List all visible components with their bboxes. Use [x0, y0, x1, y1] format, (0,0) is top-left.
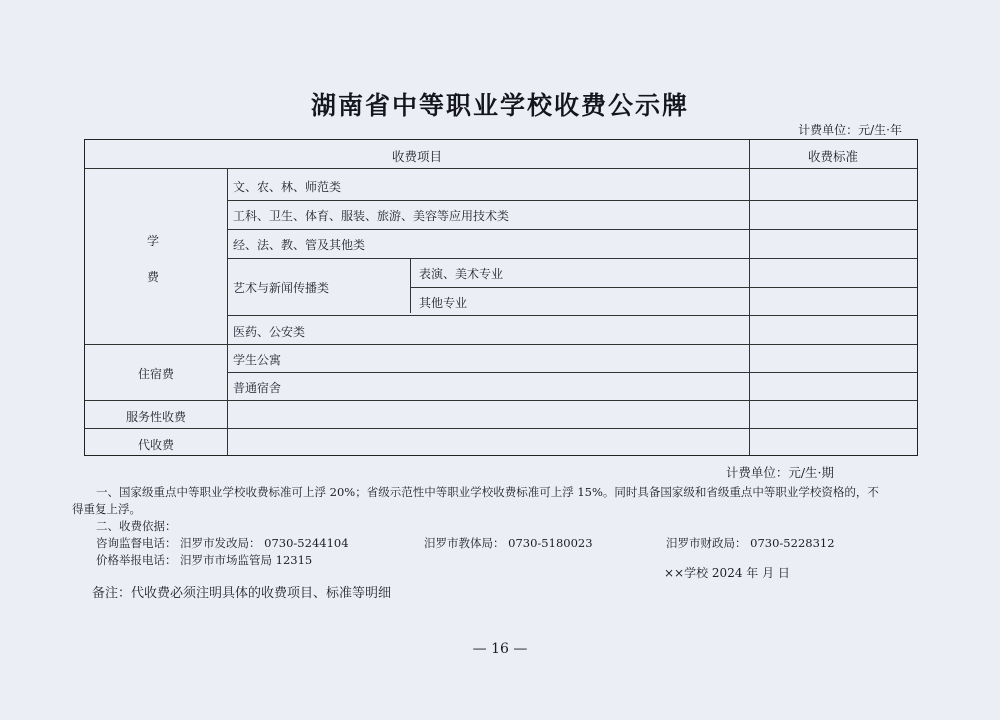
table-hline	[227, 372, 917, 373]
table-vline	[227, 168, 228, 455]
tuition-subrow: 表演、美术专业	[419, 267, 504, 281]
table-hline	[410, 287, 917, 288]
tuition-label-1: 学	[147, 234, 160, 248]
tuition-row: 工科、卫生、体育、服装、旅游、美容等应用技术类	[233, 209, 510, 223]
fee-table	[84, 139, 918, 456]
note-line: 一、国家级重点中等职业学校收费标准可上浮 20%；省级示范性中等职业学校收费标准可上浮 15%。同时具备国家级和省级重点中等职业学校资格的，不	[96, 485, 879, 499]
table-hline	[85, 428, 917, 429]
tuition-row: 医药、公安类	[233, 325, 306, 339]
lodging-row: 学生公寓	[233, 353, 282, 367]
header-fee-item: 收费项目	[391, 149, 442, 164]
lodging-row: 普通宿舍	[233, 381, 282, 395]
tuition-subrow: 其他专业	[419, 296, 468, 310]
table-hline	[227, 200, 917, 201]
consult-phone: 汨罗市教体局： 0730-5180023	[424, 536, 593, 550]
table-hline	[227, 315, 917, 316]
table-vline	[410, 258, 411, 313]
table-hline	[85, 344, 917, 345]
unit-bottom: 计费单位：元/生·期	[725, 465, 834, 480]
service-fee-label: 服务性收费	[125, 410, 186, 424]
report-phone: 汨罗市市场监管局 12315	[180, 553, 313, 567]
table-hline	[85, 400, 917, 401]
table-hline	[227, 258, 917, 259]
tuition-label-2: 费	[147, 270, 160, 284]
consult-phone: 汨罗市财政局： 0730-5228312	[666, 536, 835, 550]
page-number: — 16 —	[472, 641, 528, 657]
consult-label: 咨询监督电话：	[96, 536, 177, 550]
tuition-row: 文、农、林、师范类	[233, 180, 342, 194]
report-label: 价格举报电话：	[96, 553, 177, 567]
unit-top: 计费单位：元/生·年	[798, 123, 902, 137]
note-line: 得重复上浮。	[72, 502, 141, 516]
agency-fee-label: 代收费	[137, 438, 174, 452]
school-date-sign: ××学校 2024 年 月 日	[664, 566, 790, 580]
table-hline	[85, 168, 917, 169]
consult-phone: 汨罗市发改局： 0730-5244104	[180, 536, 349, 550]
header-fee-standard: 收费标准	[807, 149, 858, 164]
note-line: 二、收费依据：	[96, 519, 177, 533]
table-hline	[227, 229, 917, 230]
tuition-row: 经、法、教、管及其他类	[233, 238, 366, 252]
tuition-row: 艺术与新闻传播类	[233, 281, 330, 295]
remark: 备注：代收费必须注明具体的收费项目、标准等明细	[92, 586, 392, 601]
page-title: 湖南省中等职业学校收费公示牌	[310, 91, 689, 120]
lodging-label: 住宿费	[137, 367, 174, 381]
table-vline	[749, 140, 750, 455]
